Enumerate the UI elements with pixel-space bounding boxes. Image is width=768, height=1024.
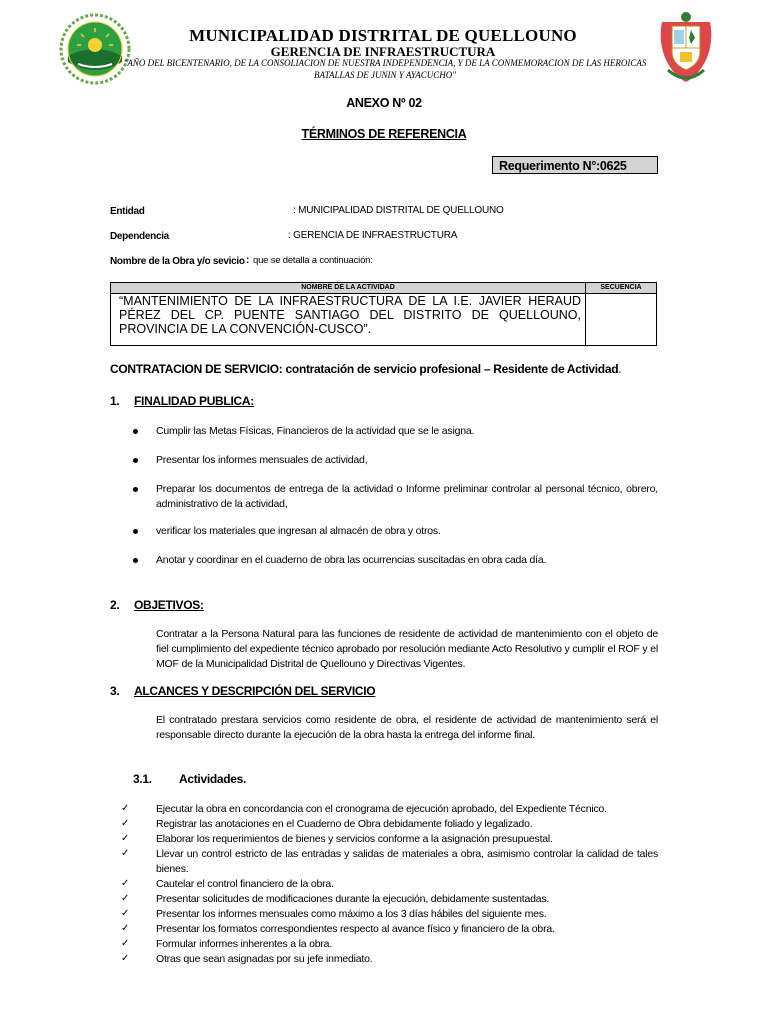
terminos-title: TÉRMINOS DE REFERENCIA xyxy=(301,127,467,141)
contratacion-line xyxy=(110,362,670,376)
obra-label: Nombre de la Obra y/o sevicio xyxy=(110,256,245,267)
section-31-heading xyxy=(133,772,246,786)
bullet-icon xyxy=(133,429,138,434)
section-3-text: El contratado prestara servicios como residente de obra, el residente de actividad de mantenimiento será el responsable directo durante la ejecución de la obra hasta la entrega del informe final. xyxy=(156,714,658,741)
contratacion-lead: CONTRATACION DE SERVICIO: xyxy=(110,362,286,376)
entidad-value: : MUNICIPALIDAD DISTRITAL DE QUELLOUNO xyxy=(293,205,504,216)
list-item xyxy=(121,847,658,877)
section-2-text: Contratar a la Persona Natural para las funciones de residente de actividad de mantenimiento con el objeto de fiel cumplimiento del expediente técnico aprobado por resolución mediante Acto Resolutivo y cumplir el ROF y el MOF de la Municipalidad Distrital de Quellouno y Directivas Vigentes. xyxy=(156,628,658,670)
list-item xyxy=(156,524,658,539)
check-item-text: Formular informes inherentes a la obra. xyxy=(156,938,333,950)
list-item xyxy=(121,937,658,952)
check-icon: ✓ xyxy=(121,878,130,889)
check-item-text: Cautelar el control financiero de la obra. xyxy=(156,878,334,890)
check-icon: ✓ xyxy=(121,893,130,904)
section-31-number: 3.1. xyxy=(133,772,152,786)
bullet-icon xyxy=(133,529,138,534)
check-icon: ✓ xyxy=(121,848,130,859)
check-icon: ✓ xyxy=(121,938,130,949)
check-item-text: Registrar las anotaciones en el Cuaderno de Obra debidamente foliado y legalizado. xyxy=(156,818,533,830)
activity-table xyxy=(110,282,657,346)
bullet-icon xyxy=(133,487,138,492)
anexo-title: ANEXO Nº 02 xyxy=(346,96,422,110)
bullet-text: Preparar los documentos de entrega de la actividad o Informe preliminar controlar al personal técnico, obrero, administrativo de la actividad, xyxy=(156,483,658,510)
activity-column-header: NOMBRE DE LA ACTIVIDAD xyxy=(111,283,586,294)
list-item xyxy=(156,553,658,568)
section-1-title: FINALIDAD PUBLICA: xyxy=(134,394,254,408)
check-icon: ✓ xyxy=(121,803,130,814)
bullet-icon xyxy=(133,458,138,463)
dependencia-label: Dependencia xyxy=(110,231,169,242)
list-item xyxy=(156,424,658,439)
check-item-text: Llevar un control estricto de las entradas y salidas de materiales a obra, asimismo controlar la calidad de tales bienes. xyxy=(156,848,658,875)
check-icon: ✓ xyxy=(121,908,130,919)
bullet-text: verificar los materiales que ingresan al almacén de obra y otros. xyxy=(156,525,441,537)
section-2-title: OBJETIVOS: xyxy=(134,598,204,612)
peru-coat-of-arms xyxy=(654,8,718,88)
table-divider xyxy=(585,293,586,345)
obra-value: que se detalla a continuación: xyxy=(253,255,373,266)
check-item-text: Presentar los formatos correspondientes respecto al avance físico y financiero de la obra. xyxy=(156,923,555,935)
list-item xyxy=(121,817,658,832)
bullet-text: Presentar los informes mensuales de actividad, xyxy=(156,454,368,466)
header-motto xyxy=(110,57,660,81)
activity-name: “MANTENIMIENTO DE LA INFRAESTRUCTURA DE LA I.E. JAVIER HERAUD PÉREZ DEL CP. PUENTE SANTIAGO DEL DISTRITO DE QUELLOUNO, PROVINCIA DE LA CONVENCIÓN-CUSCO”. xyxy=(119,294,581,336)
header-subtitle: GERENCIA DE INFRAESTRUCTURA xyxy=(270,44,496,59)
list-item xyxy=(121,877,658,892)
obra-colon: : xyxy=(246,255,250,266)
section-3-title: ALCANCES Y DESCRIPCIÓN DEL SERVICIO xyxy=(134,684,376,698)
section-1-heading xyxy=(110,394,254,408)
dependencia-value: : GERENCIA DE INFRAESTRUCTURA xyxy=(288,230,458,241)
contratacion-tail: . xyxy=(618,362,622,376)
list-item xyxy=(121,832,658,847)
section-31-title: Actividades. xyxy=(179,772,247,786)
contratacion-text: contratación de servicio profesional – Residente de Actividad xyxy=(285,362,619,376)
check-icon: ✓ xyxy=(121,923,130,934)
check-item-text: Elaborar los requerimientos de bienes y servicios conforme a la asignación presupuestal. xyxy=(156,833,553,845)
check-item-text: Presentar solicitudes de modificaciones durante la ejecución, debidamente sustentadas. xyxy=(156,893,550,905)
list-item xyxy=(156,453,658,468)
bullet-text: Cumplir las Metas Físicas, Financieros de la actividad que se le asigna. xyxy=(156,425,475,437)
list-item xyxy=(121,907,658,922)
section-2-number: 2. xyxy=(110,598,120,612)
header-title: MUNICIPALIDAD DISTRITAL DE QUELLOUNO xyxy=(189,26,577,45)
check-icon: ✓ xyxy=(121,953,130,964)
list-item xyxy=(121,802,658,817)
section-1-number: 1. xyxy=(110,394,120,408)
list-item xyxy=(121,922,658,937)
bullet-icon xyxy=(133,558,138,563)
sequence-column-header: SECUENCIA xyxy=(586,283,656,294)
list-item xyxy=(121,952,658,967)
bullet-text: Anotar y coordinar en el cuaderno de obra las ocurrencias suscitadas en obra cada día. xyxy=(156,554,547,566)
check-icon: ✓ xyxy=(121,833,130,844)
entidad-label: Entidad xyxy=(110,206,145,217)
check-item-text: Ejecutar la obra en concordancia con el cronograma de ejecución aprobado, del Expediente Técnico. xyxy=(156,803,607,815)
header-motto-line1: "AÑO DEL BICENTENARIO, DE LA CONSOLIACION DE NUESTRA INDEPENDENCIA, Y DE LA CONMEMORACION DE LAS HEROICAS xyxy=(123,58,647,68)
check-icon: ✓ xyxy=(121,818,130,829)
header-motto-line2: BATALLAS DE JUNIN Y AYACUCHO" xyxy=(313,70,456,80)
list-item xyxy=(121,892,658,907)
check-item-text: Presentar los informes mensuales como máximo a los 3 días hábiles del siguiente mes. xyxy=(156,908,547,920)
section-2-heading xyxy=(110,598,204,612)
section-3-number: 3. xyxy=(110,684,120,698)
list-item xyxy=(156,482,658,512)
check-item-text: Otras que sean asignadas por su jefe inmediato. xyxy=(156,953,373,965)
requerimiento-box: Requerimento N°:0625 xyxy=(492,156,658,174)
section-3-heading xyxy=(110,684,375,698)
